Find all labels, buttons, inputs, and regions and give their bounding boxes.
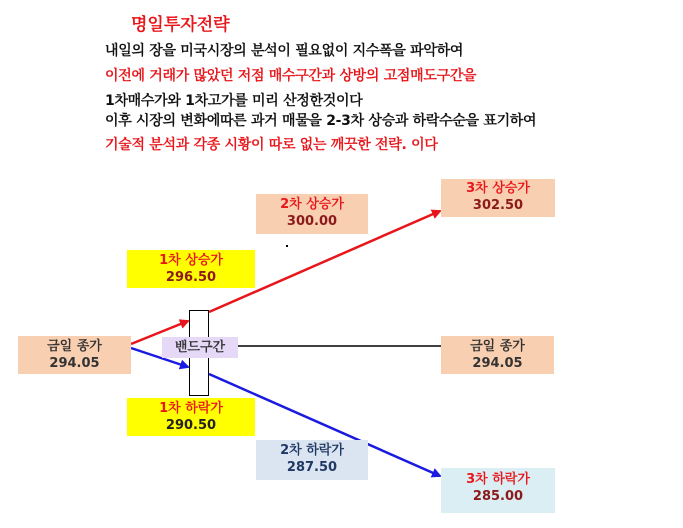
down2-label: 2차 하락가	[280, 443, 344, 458]
down3-value: 285.00	[472, 489, 524, 504]
description-line-2: 이전에 거래가 많았던 저점 매수구간과 상방의 고점매도구간을	[105, 68, 477, 84]
page-title: 명일투자전략	[131, 15, 230, 35]
down2-box	[256, 440, 368, 480]
band-zone-label: 밴드구간	[162, 337, 238, 358]
up2-box	[256, 194, 368, 234]
down3-box	[441, 468, 555, 513]
up3-box	[441, 179, 555, 217]
close-left-label: 금일 종가	[47, 339, 102, 354]
close-left-box	[18, 336, 131, 374]
description-line-4: 이후 시장의 변화에따른 과거 매물을 2-3차 상승과 하락수순을 표기하여	[105, 113, 537, 129]
description-line-1: 내일의 장을 미국시장의 분석이 필요없이 지수폭을 파악하여	[105, 43, 464, 59]
up2-label: 2차 상승가	[280, 197, 344, 212]
up1-value: 296.50	[165, 270, 217, 285]
up2-value: 300.00	[286, 214, 338, 229]
down1-value: 290.50	[165, 418, 217, 433]
close-right-box	[441, 336, 554, 374]
dot-mark	[286, 245, 288, 247]
close-right-label: 금일 종가	[470, 339, 525, 354]
down2-value: 287.50	[286, 460, 338, 475]
description-line-5: 기술적 분석과 각종 시황이 따로 없는 깨끗한 전략. 이다	[105, 137, 438, 153]
up1-box	[127, 250, 255, 288]
close-left-value: 294.05	[49, 356, 100, 371]
up1-label: 1차 상승가	[159, 253, 223, 268]
down1-box	[127, 398, 255, 436]
close-right-value: 294.05	[472, 356, 523, 371]
down1-label: 1차 하락가	[159, 401, 223, 416]
description-line-3: 1차매수가와 1차고가를 미리 산정한것이다	[105, 93, 363, 109]
up3-value: 302.50	[472, 198, 524, 213]
down3-label: 3차 하락가	[466, 472, 530, 487]
up3-label: 3차 상승가	[466, 181, 530, 196]
